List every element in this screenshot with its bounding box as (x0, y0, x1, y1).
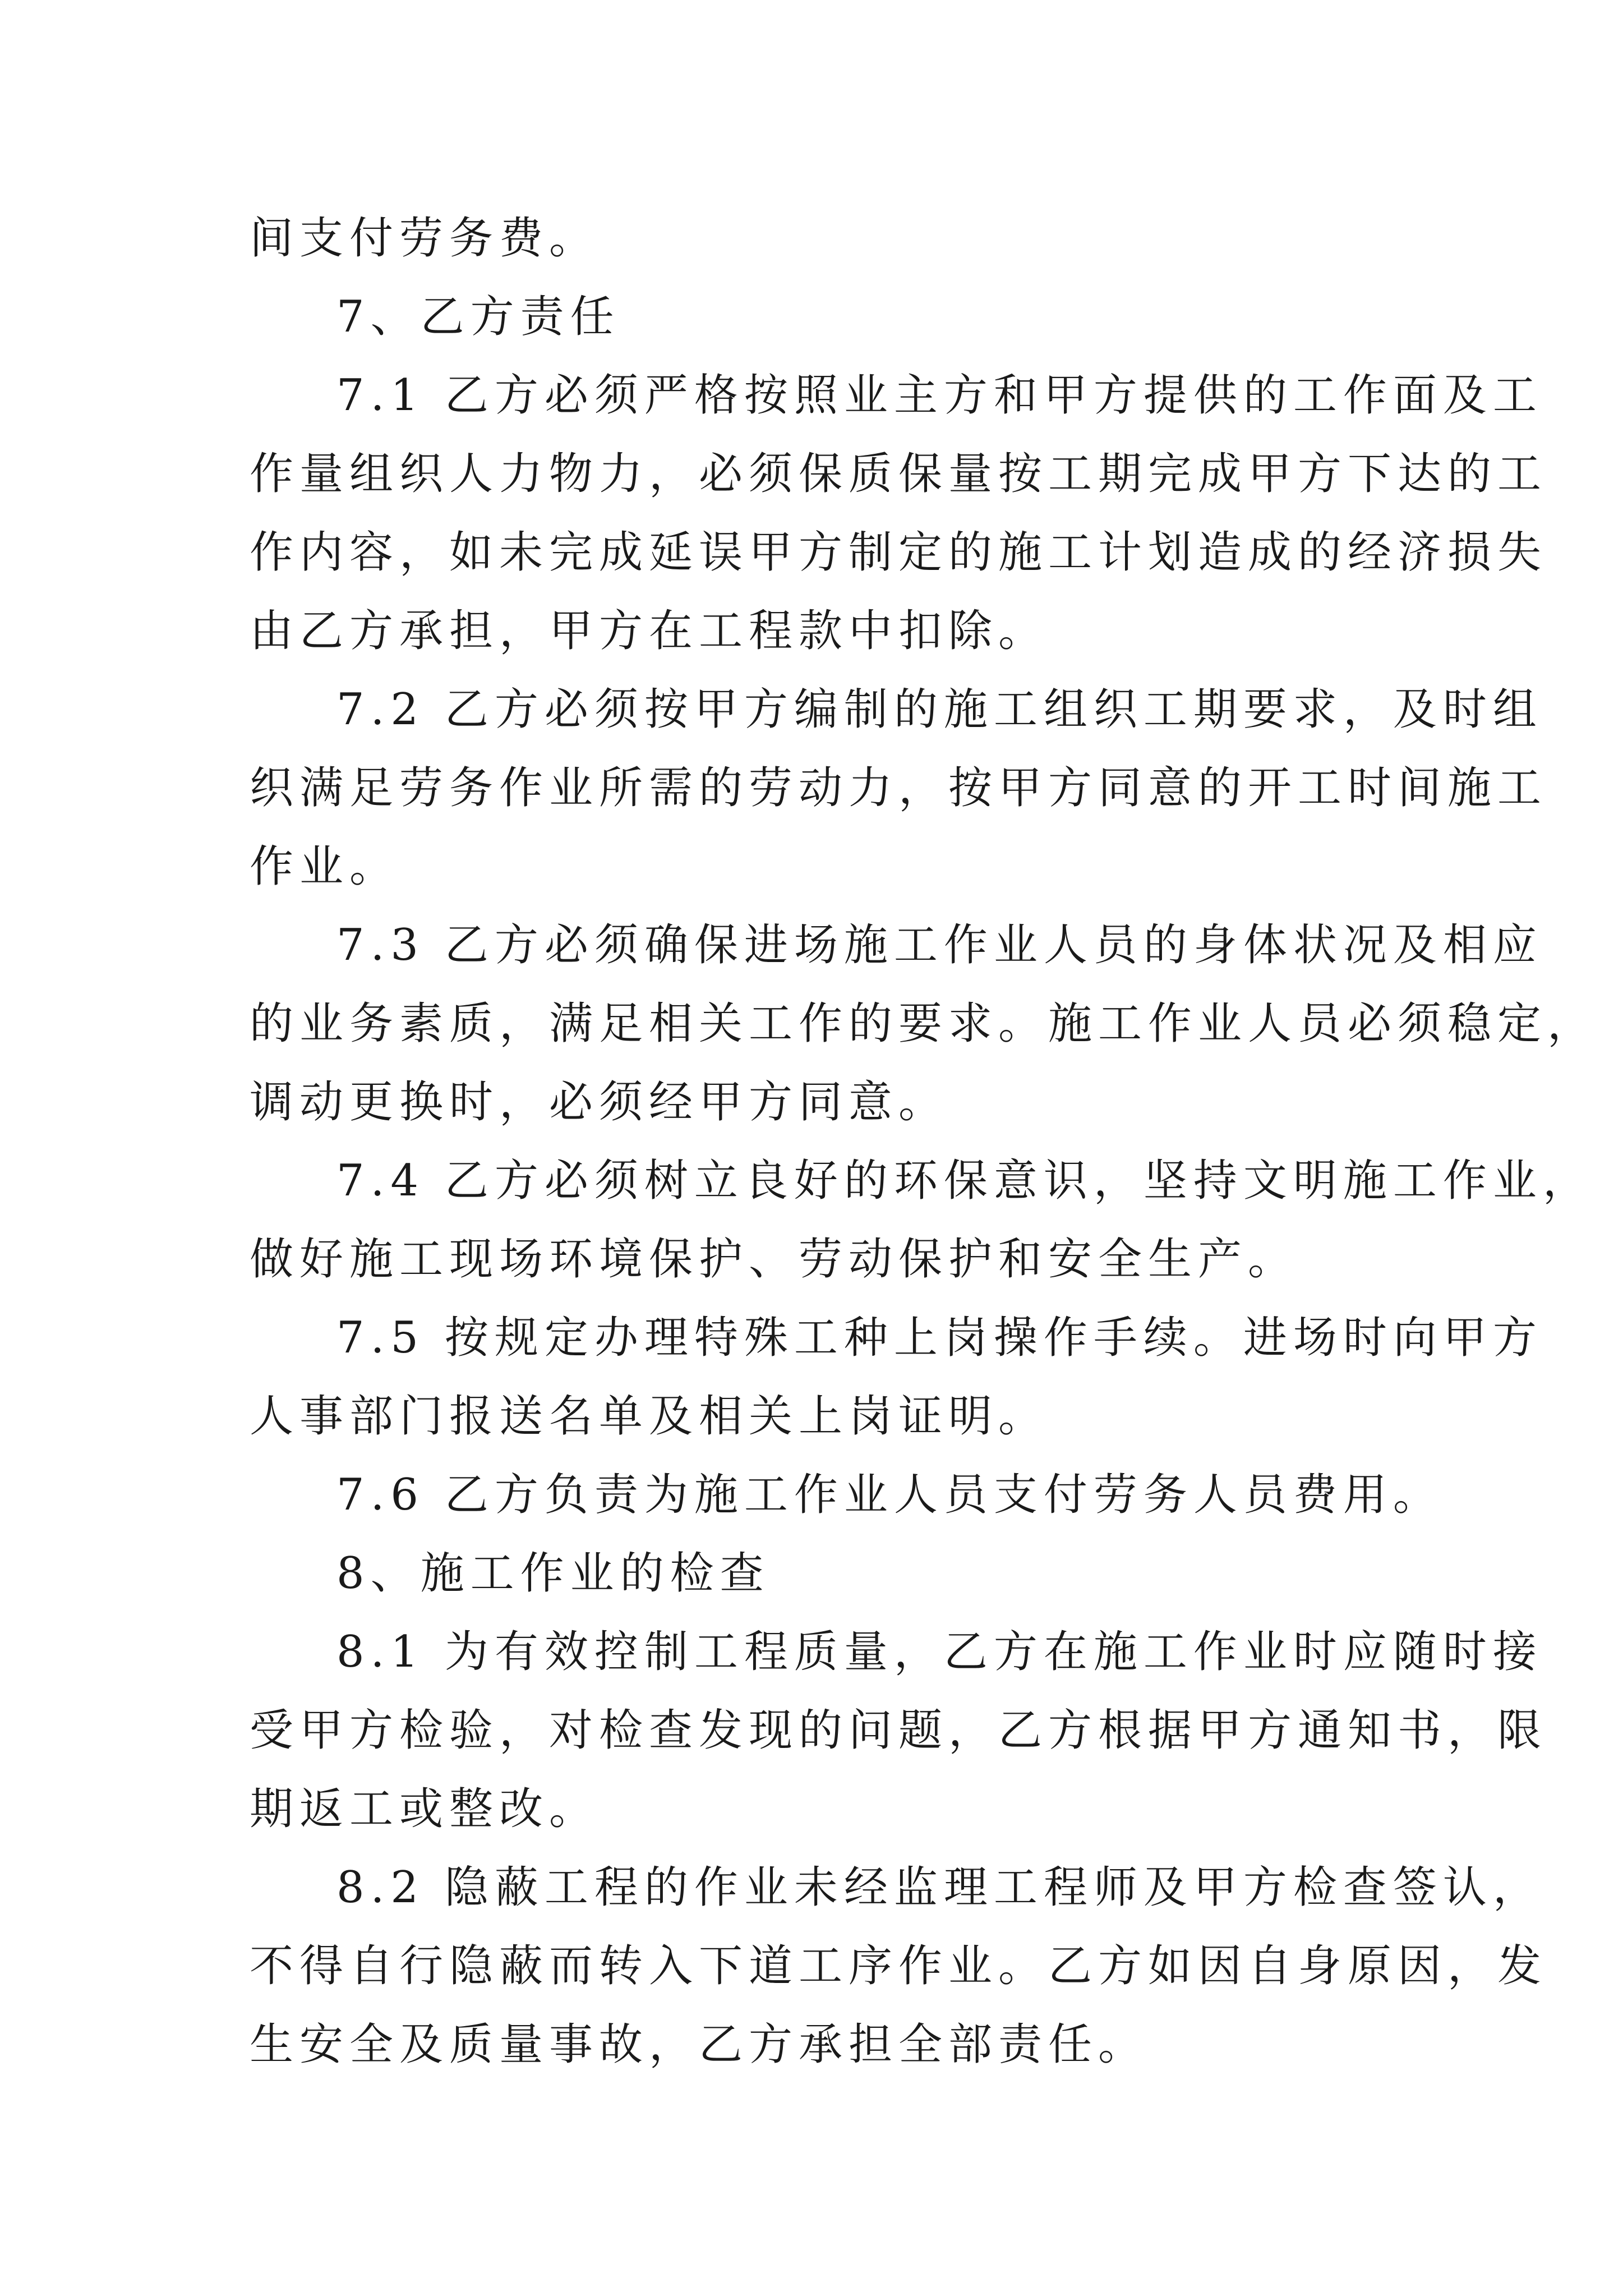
text-line: 的业务素质，满足相关工作的要求。施工作业人员必须稳定， (250, 999, 1598, 1049)
text-line: 期返工或整改。 (250, 1784, 600, 1834)
clause-line: 7.3 乙方必须确保进场施工作业人员的身体状况及相应 (336, 920, 1543, 970)
section-heading: 8、施工作业的检查 (336, 1548, 770, 1599)
text-line: 人事部门报送名单及相关上岗证明。 (250, 1391, 1049, 1442)
text-line: 作量组织人力物力，必须保质保量按工期完成甲方下达的工 (250, 449, 1548, 499)
text-line: 调动更换时，必须经甲方同意。 (250, 1077, 949, 1128)
text-line: 作内容，如未完成延误甲方制定的施工计划造成的经济损失 (250, 527, 1548, 578)
text-line: 受甲方检验，对检查发现的问题，乙方根据甲方通知书，限 (250, 1705, 1548, 1756)
clause-line: 7.1 乙方必须严格按照业主方和甲方提供的工作面及工 (336, 370, 1543, 421)
clause-line: 8.1 为有效控制工程质量，乙方在施工作业时应随时接 (336, 1627, 1543, 1677)
text-line: 作业。 (250, 841, 400, 892)
text-line: 由乙方承担，甲方在工程款中扣除。 (250, 606, 1049, 656)
text-line: 间支付劳务费。 (250, 213, 600, 264)
text-line: 织满足劳务作业所需的劳动力，按甲方同意的开工时间施工 (250, 763, 1548, 813)
clause-line: 7.4 乙方必须树立良好的环保意识，坚持文明施工作业， (336, 1156, 1593, 1206)
clause-line: 7.6 乙方负责为施工作业人员支付劳务人员费用。 (336, 1470, 1443, 1520)
clause-line: 7.5 按规定办理特殊工种上岗操作手续。进场时向甲方 (336, 1313, 1543, 1363)
document-page (250, 199, 1598, 2084)
clause-line: 8.2 隐蔽工程的作业未经监理工程师及甲方检查签认， (336, 1862, 1543, 1913)
text-line: 生安全及质量事故，乙方承担全部责任。 (250, 2019, 1149, 2070)
section-heading: 7、乙方责任 (336, 292, 620, 342)
clause-line: 7.2 乙方必须按甲方编制的施工组织工期要求，及时组 (336, 684, 1543, 735)
text-line: 不得自行隐蔽而转入下道工序作业。乙方如因自身原因，发 (250, 1941, 1548, 1991)
text-line: 做好施工现场环境保护、劳动保护和安全生产。 (250, 1234, 1298, 1285)
